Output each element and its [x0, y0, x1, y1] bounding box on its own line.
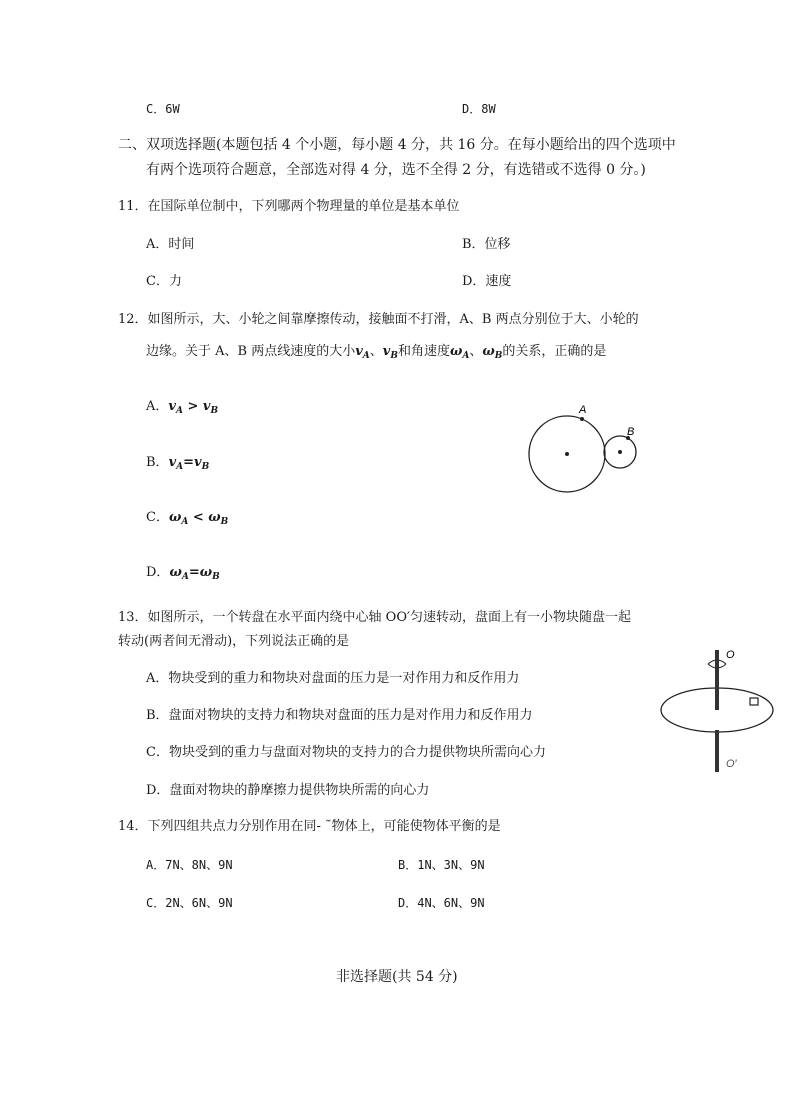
label-o: O: [726, 649, 735, 661]
q11-stem: 11．在国际单位制中，下列哪两个物理量的单位是基本单位: [118, 199, 460, 214]
q11-option-d: D．速度: [462, 274, 512, 289]
q11-option-a: A．时间: [146, 237, 195, 252]
q12-option-d: D．$\omega_A=\omega_B$: [146, 565, 220, 582]
q13-stem-line2: 转动(两者间无滑动)，下列说法正确的是: [118, 634, 350, 649]
large-wheel-center: [565, 452, 569, 456]
label-o-prime: O′: [726, 758, 737, 770]
q13-option-a: A．物块受到的重力和物块对盘面的压力是一对作用力和反作用力: [146, 671, 520, 686]
q14-option-a: A．7N、8N、9N: [146, 858, 233, 872]
q12-stem-line2: 边缘。关于 A、B 两点线速度的大小$v_A$、$v_B$和角速度$\omega_A$、$\omega_B$的关系，正确的是: [146, 344, 607, 361]
q12-option-c: C．$\omega_A < \omega_B$: [146, 510, 229, 527]
q13-option-d: D．盘面对物块的静摩擦力提供物块所需的向心力: [146, 783, 430, 798]
small-block: [750, 698, 758, 705]
q11-option-b: B．位移: [462, 237, 511, 252]
q13-option-c: C．物块受到的重力与盘面对物块的支持力的合力提供物块所需向心力: [146, 745, 546, 760]
axis-through: [715, 650, 719, 710]
section-heading-line1: 二、双项选择题(本题包括 4 个小题，每小题 4 分，共 16 分。在每小题给出的四个选项中: [118, 137, 676, 153]
q12-option-b: B．$v_A=v_B$: [146, 455, 210, 472]
point-a: [580, 417, 584, 421]
q14-option-d: D．4N、6N、9N: [398, 896, 485, 910]
section-heading-line2: 有两个选项符合题意，全部选对得 4 分，选不全得 2 分，有选错或不选得 0 分。): [146, 162, 646, 178]
q14-stem: 14．下列四组共点力分别作用在同- ˜物体上，可能使物体平衡的是: [118, 819, 501, 834]
option-c-prev: C．6W: [146, 102, 180, 116]
non-choice-section-title: 非选择题(共 54 分): [336, 969, 458, 985]
label-b: B: [627, 426, 635, 438]
q12-stem-line1: 12．如图所示，大、小轮之间靠摩擦传动，接触面不打滑，A、B 两点分别位于大、小轮的: [118, 312, 639, 327]
q14-option-c: C．2N、6N、9N: [146, 896, 233, 910]
option-d-prev: D．8W: [462, 102, 496, 116]
q14-option-b: B．1N、3N、9N: [398, 858, 485, 872]
q13-option-b: B．盘面对物块的支持力和物块对盘面的压力是对作用力和反作用力: [146, 708, 533, 723]
axis-lower: [715, 730, 719, 772]
q12-option-a: A．$v_A > v_B$: [146, 399, 219, 416]
friction-wheels-figure: [520, 398, 650, 502]
q13-stem-line1: 13．如图所示，一个转盘在水平面内绕中心轴 OO′匀速转动，盘面上有一小物块随盘一起: [118, 610, 631, 625]
label-a: A: [579, 404, 587, 416]
q11-option-c: C．力: [146, 274, 182, 289]
small-wheel-center: [618, 450, 622, 454]
turntable-figure: [655, 642, 785, 778]
